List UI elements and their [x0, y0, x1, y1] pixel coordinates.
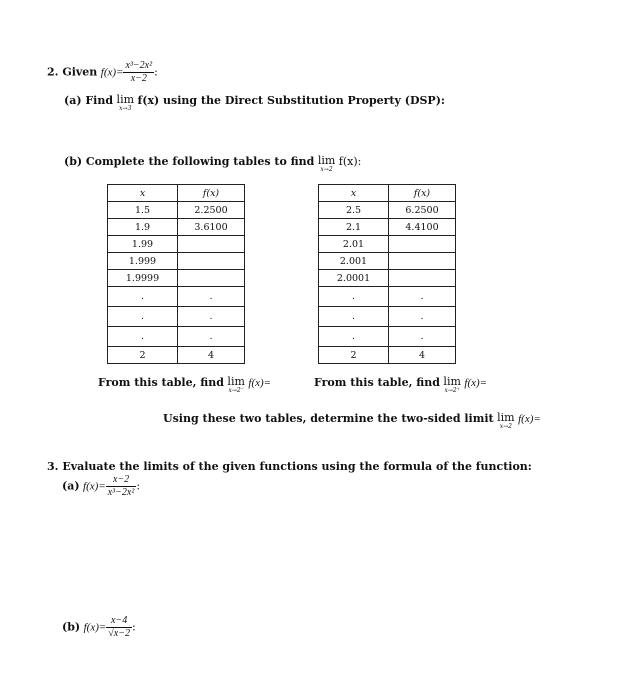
table-row [108, 202, 245, 219]
right-find-rest: f(x)= [464, 377, 488, 389]
cell-x: 2.0001 [319, 270, 389, 287]
lim-subscript: x→2⁻ [228, 387, 244, 394]
cell-x: 2.01 [319, 236, 389, 253]
cell-x: 2 [319, 347, 389, 364]
two-sided-rest: f(x)= [518, 413, 541, 425]
two-sided-limit-prompt [163, 412, 541, 430]
table-row [319, 253, 456, 270]
cell-fx: . [178, 327, 245, 347]
header-fx: f(x) [389, 185, 456, 202]
cell-fx [389, 236, 456, 253]
cell-fx: . [389, 327, 456, 347]
q2-given-tail: : [154, 65, 158, 79]
table-row [108, 287, 245, 307]
right-values-table [318, 184, 456, 364]
cell-x: . [108, 307, 178, 327]
cell-x: . [319, 287, 389, 307]
q3-part-b [62, 615, 136, 640]
q2-given-denominator: x−2 [130, 73, 147, 84]
q2-label: 2. Given [47, 65, 98, 79]
cell-x: 1.9 [108, 219, 178, 236]
cell-fx: . [178, 287, 245, 307]
q3-b-tail: : [131, 620, 136, 634]
cell-x: 1.9999 [108, 270, 178, 287]
left-find-rest: f(x)= [248, 377, 272, 389]
table-row [108, 347, 245, 364]
cell-fx: 4 [178, 347, 245, 364]
q3-b-numerator: x−4 [106, 615, 132, 628]
q2-part-b-prefix: (b) Complete the following tables to find [64, 155, 315, 168]
table-row [108, 270, 245, 287]
lim-subscript: x→3 [119, 105, 132, 112]
cell-fx: . [389, 307, 456, 327]
q3-b-fraction [106, 615, 132, 640]
two-sided-limit [497, 412, 514, 430]
q3-a-numerator: x−2 [106, 474, 137, 487]
cell-fx: 3.6100 [178, 219, 245, 236]
q3-a-denominator: x³−2x² [107, 487, 135, 498]
q2-part-b-rest: f(x): [338, 155, 362, 168]
cell-x: . [108, 287, 178, 307]
lim-subscript: x→2⁺ [444, 387, 460, 394]
right-find-text: From this table, find [314, 376, 440, 389]
table-row [319, 347, 456, 364]
right-find-limit [443, 376, 460, 394]
cell-fx [178, 270, 245, 287]
cell-fx: . [389, 287, 456, 307]
table-row [319, 219, 456, 236]
table-row [319, 202, 456, 219]
cell-fx [389, 253, 456, 270]
q3-b-lhs: f(x)= [83, 621, 107, 634]
cell-fx [178, 236, 245, 253]
q2-part-a-prefix: (a) Find [64, 94, 114, 107]
table-row [108, 253, 245, 270]
q3-b-denominator: √x−2 [108, 628, 130, 639]
cell-x: 1.999 [108, 253, 178, 270]
cell-x: 2.1 [319, 219, 389, 236]
q2-part-a-limit [117, 94, 134, 112]
table-row [319, 236, 456, 253]
q3-a-prefix: (a) [62, 479, 80, 493]
q3-a-fraction [106, 474, 137, 499]
cell-x: 1.5 [108, 202, 178, 219]
cell-fx: 4 [389, 347, 456, 364]
lim-word: lim [497, 411, 515, 424]
q2-part-b-limit [318, 155, 335, 173]
lim-subscript: x→2 [499, 423, 512, 430]
cell-fx [389, 270, 456, 287]
table-row [319, 307, 456, 327]
q2-part-b [64, 155, 361, 173]
q2-given-numerator: x³−2x² [125, 60, 153, 71]
table-row [108, 307, 245, 327]
q2-given-line [47, 60, 158, 85]
cell-x: . [319, 307, 389, 327]
table-row [108, 236, 245, 253]
q3-b-prefix: (b) [62, 620, 81, 634]
table-row [108, 327, 245, 347]
lim-word: lim [443, 375, 461, 388]
cell-x: 1.99 [108, 236, 178, 253]
q3-a-lhs: f(x)= [83, 480, 106, 493]
left-values-table [107, 184, 245, 364]
table-row [108, 219, 245, 236]
two-sided-text: Using these two tables, determine the two-sided limit [163, 412, 494, 425]
lim-word: lim [227, 375, 245, 388]
cell-x: . [108, 327, 178, 347]
cell-fx: 4.4100 [389, 219, 456, 236]
cell-x: 2.001 [319, 253, 389, 270]
header-fx: f(x) [178, 185, 245, 202]
q3-a-tail: : [136, 479, 141, 493]
q3-label: 3. Evaluate the limits of the given functions using the formula of the function: [47, 460, 532, 473]
lim-word: lim [116, 93, 135, 106]
left-find-text: From this table, find [98, 376, 224, 389]
q2-part-a-rest: f(x) using the Direct Substitution Property (DSP): [137, 94, 445, 107]
q2-part-a [64, 94, 445, 112]
left-table-limit-prompt [98, 376, 271, 394]
table-header-row [319, 185, 456, 202]
q3-part-a [62, 474, 140, 499]
left-find-limit [227, 376, 244, 394]
table-header-row [108, 185, 245, 202]
right-table-limit-prompt [314, 376, 487, 394]
cell-fx: . [178, 307, 245, 327]
lim-word: lim [317, 154, 336, 167]
cell-fx: 6.2500 [389, 202, 456, 219]
q2-given-fraction [123, 60, 154, 85]
table-row [319, 287, 456, 307]
cell-x: 2 [108, 347, 178, 364]
header-x: x [108, 185, 178, 202]
cell-x: . [319, 327, 389, 347]
cell-x: 2.5 [319, 202, 389, 219]
cell-fx [178, 253, 245, 270]
lim-subscript: x→2 [320, 166, 333, 173]
q2-given-lhs: f(x)= [100, 66, 124, 79]
cell-fx: 2.2500 [178, 202, 245, 219]
table-row [319, 327, 456, 347]
header-x: x [319, 185, 389, 202]
table-row [319, 270, 456, 287]
